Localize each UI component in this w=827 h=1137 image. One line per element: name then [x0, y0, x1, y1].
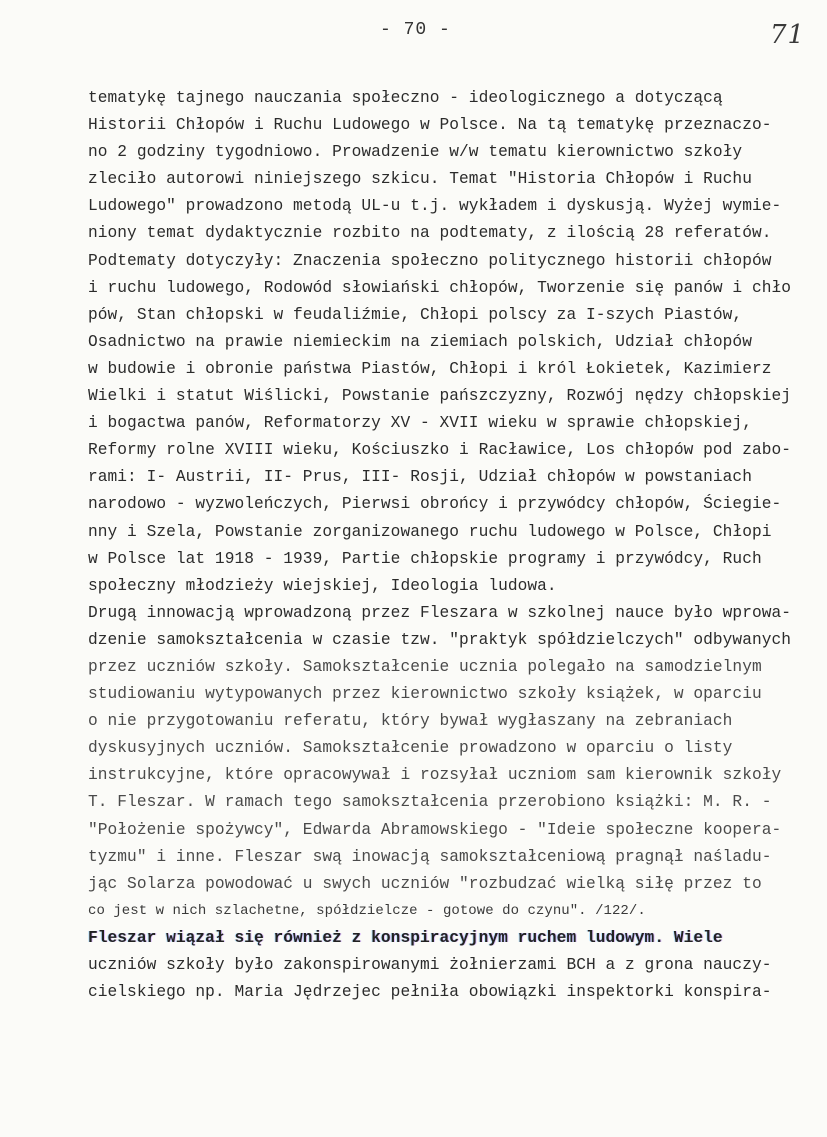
text-line: Wielki i statut Wiślicki, Powstanie pańszczyzny, Rozwój nędzy chłopskiej	[88, 387, 792, 406]
text-line: instrukcyjne, które opracowywał i rozsyłał uczniom sam kierownik szkoły	[88, 766, 782, 785]
text-line: cielskiego np. Maria Jędrzejec pełniła obowiązki inspektorki konspira-	[88, 983, 772, 1002]
text-line: Fleszar wiązał się również z konspiracyjnym ruchem ludowym. Wiele	[88, 928, 723, 947]
text-line: Podtematy dotyczyły: Znaczenia społeczno politycznego historii chłopów	[88, 251, 772, 270]
text-line: Ludowego" prowadzono metodą UL-u t.j. wykładem i dyskusją. Wyżej wymie-	[88, 197, 782, 216]
text-line: Drugą innowacją wprowadzoną przez Fleszara w szkolnej nauce było wprowa-	[88, 603, 792, 622]
text-line: i bogactwa panów, Reformatorzy XV - XVII wieku w sprawie chłopskiej,	[88, 414, 752, 433]
text-line: w Polsce lat 1918 - 1939, Partie chłopskie programy i przywódcy, Ruch	[88, 549, 762, 568]
text-line: pów, Stan chłopski w feudaliźmie, Chłopi polscy za I-szych Piastów,	[88, 305, 743, 324]
text-line: dzenie samokształcenia w czasie tzw. "praktyk spółdzielczych" odbywanych	[88, 630, 792, 649]
text-line: T. Fleszar. W ramach tego samokształcenia przerobiono książki: M. R. -	[88, 793, 772, 812]
text-line: rami: I- Austrii, II- Prus, III- Rosji, Udział chłopów w powstaniach	[88, 468, 752, 487]
text-line: jąc Solarza powodować u swych uczniów "rozbudzać wielką siłę przez to	[88, 874, 762, 893]
text-line: no 2 godziny tygodniowo. Prowadzenie w/w tematu kierownictwo szkoły	[88, 143, 743, 162]
text-line: w budowie i obronie państwa Piastów, Chłopi i król Łokietek, Kazimierz	[88, 359, 772, 378]
text-line: narodowo - wyzwoleńczych, Pierwsi obrońcy i przywódcy chłopów, Ściegie-	[88, 495, 782, 514]
text-line: zleciło autorowi niniejszego szkicu. Temat "Historia Chłopów i Ruchu	[88, 170, 752, 189]
text-line: nny i Szela, Powstanie zorganizowanego ruchu ludowego w Polsce, Chłopi	[88, 522, 772, 541]
text-line: i ruchu ludowego, Rodowód słowiański chłopów, Tworzenie się panów i chło	[88, 278, 792, 297]
text-line: Historii Chłopów i Ruchu Ludowego w Polsce. Na tą tematykę przeznaczo-	[88, 116, 772, 135]
text-line: społeczny młodzieży wiejskiej, Ideologia ludowa.	[88, 576, 557, 595]
text-line: Osadnictwo na prawie niemieckim na ziemiach polskich, Udział chłopów	[88, 332, 752, 351]
text-line: tematykę tajnego nauczania społeczno - ideologicznego a dotyczącą	[88, 89, 723, 107]
text-line: przez uczniów szkoły. Samokształcenie ucznia polegało na samodzielnym	[88, 657, 762, 676]
text-line: o nie przygotowaniu referatu, który bywał wygłaszany na zebraniach	[88, 712, 733, 731]
handwritten-page-number: 71	[770, 20, 806, 50]
text-line: "Położenie spożywcy", Edwarda Abramowskiego - "Ideie społeczne koopera-	[88, 820, 782, 839]
text-line: dyskusyjnych uczniów. Samokształcenie prowadzono w oparciu o listy	[88, 739, 733, 758]
text-line: tyzmu" i inne. Fleszar swą inowacją samokształceniową pragnął naśladu-	[88, 847, 772, 866]
text-line: niony temat dydaktycznie rozbito na podtematy, z ilością 28 referatów.	[88, 224, 772, 243]
text-line: Reformy rolne XVIII wieku, Kościuszko i Racławice, Los chłopów pod zabo-	[88, 441, 792, 460]
text-line: co jest w nich szlachetne, spółdzielcze - gotowe do czynu". /122/.	[88, 902, 646, 919]
page-number: - 70 -	[380, 20, 451, 40]
body-text	[88, 85, 827, 1006]
text-line: studiowaniu wytypowanych przez kierownictwo szkoły książek, w oparciu	[88, 685, 762, 704]
text-line: uczniów szkoły było zakonspirowanymi żołnierzami BCH a z grona nauczy-	[88, 956, 772, 974]
